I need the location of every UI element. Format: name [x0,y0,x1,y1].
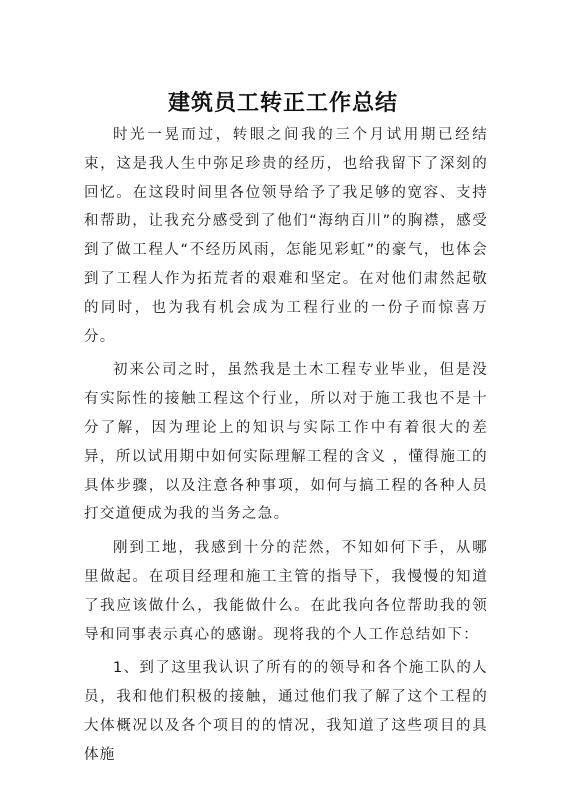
paragraph-4: 1、到了这里我认识了所有的的领导和各个施工队的人员，我和他们积极的接触，通过他们我了解了这个工程的大体概况以及各个项目的的情况，我知道了这些项目的具体施 [84,660,488,763]
paragraph-1: 时光一晃而过，转眼之间我的三个月试用期已经结束，这是我人生中弥足珍贵的经历，也给我留下了深刻的回忆。在这段时间里各位领导给予了我足够的宽容、支持和帮助，让我充分感受到了他们“海纳百川”的胸襟，感受到了做工程人“不经历风雨，怎能见彩虹”的豪气，也体会到了工程人作为拓荒者的艰难和坚定。在对他们肃然起敬的同时，也为我有机会成为工程行业的一份子而惊喜万分。 [84,127,488,345]
paragraph-2: 初来公司之时，虽然我是土木工程专业毕业，但是没有实际性的接触工程这个行业，所以对于施工我也不是十分了解，因为理论上的知识与实际工作中有着很大的差异，所以试用期中如何实际理解工程的含义 ，懂得施工的具体步骤，以及注意各种事项，如何与搞工程的各种人员打交道便成为我的当务之急。 [84,362,488,523]
paragraph-3: 刚到工地，我感到十分的茫然，不知如何下手，从哪里做起。在项目经理和施工主管的指导下，我慢慢的知道了我应该做什么，我能做什么。在此我向各位帮助我的领导和同事表示真心的感谢。现将我的个人工作总结如下： [84,540,488,643]
document-title: 建筑员工转正工作总结 [167,90,398,116]
document-body [84,121,488,775]
